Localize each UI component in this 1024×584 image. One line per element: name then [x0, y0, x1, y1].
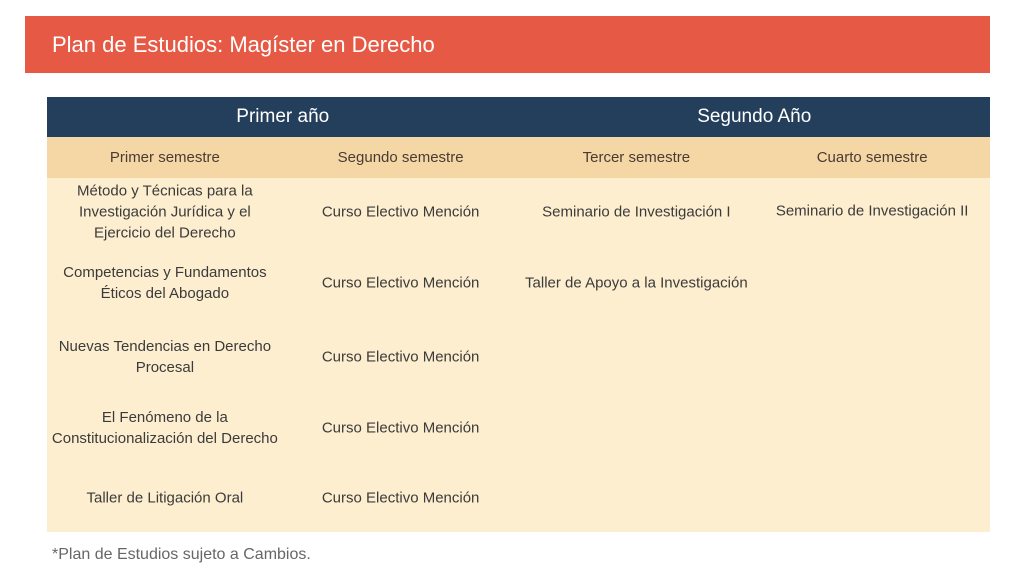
course-cell: Curso Electivo Mención: [321, 489, 480, 507]
course-cell: El Fenómeno de la Constitucionalización del Derecho: [51, 409, 278, 447]
course-cell: Seminario de Investigación I: [542, 203, 731, 221]
semester-header-2: Segundo semestre: [337, 149, 464, 166]
year-header-second: Segundo Año: [697, 106, 812, 127]
course-cell: Curso Electivo Mención: [321, 274, 480, 292]
course-cell: Curso Electivo Mención: [321, 419, 480, 437]
course-cell: Seminario de Investigación II: [775, 202, 969, 220]
semester-2-courses: [283, 178, 519, 532]
course-cell: Curso Electivo Mención: [321, 203, 480, 221]
page-title: Plan de Estudios: Magíster en Derecho: [52, 31, 435, 57]
course-cell: Competencias y Fundamentos Éticos del Abogado: [63, 264, 267, 302]
semester-header-row: [47, 137, 990, 178]
course-cell: Taller de Apoyo a la Investigación: [525, 274, 748, 292]
course-cell: Nuevas Tendencias en Derecho Procesal: [58, 338, 272, 376]
course-cell: Método y Técnicas para la Investigación Jurídica y el Ejercicio del Derecho: [77, 182, 253, 242]
study-plan-table: [47, 97, 990, 532]
year-header-row: [47, 97, 990, 137]
courses-body: [47, 178, 990, 532]
course-cell: Curso Electivo Mención: [321, 348, 480, 366]
semester-header-3: Tercer semestre: [582, 149, 691, 166]
semester-header-4: Cuarto semestre: [816, 149, 928, 166]
semester-3-courses: [519, 178, 755, 532]
page-title-bar: [25, 16, 990, 73]
semester-4-courses: [754, 178, 990, 532]
course-cell: Taller de Litigación Oral: [86, 489, 244, 507]
semester-1-courses: [47, 178, 283, 532]
footer-note: *Plan de Estudios sujeto a Cambios.: [52, 546, 311, 563]
year-header-first: Primer año: [236, 106, 330, 127]
semester-header-1: Primer semestre: [109, 149, 220, 166]
